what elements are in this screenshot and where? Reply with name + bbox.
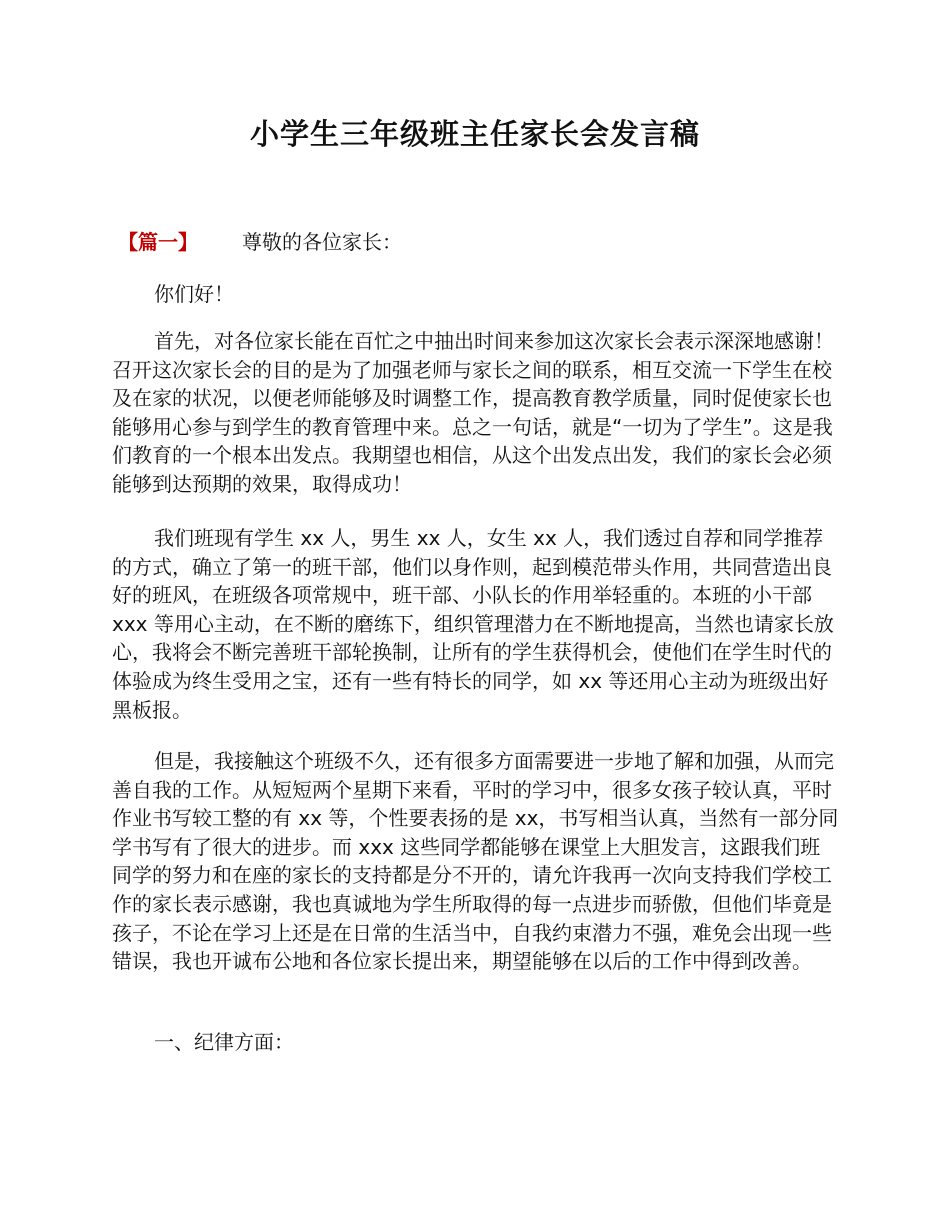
section-tag: 【篇一】 [118,230,198,254]
paragraph-1: 首先，对各位家长能在百忙之中抽出时间来参加这次家长会表示深深地感谢！召开这次家长会的目的是为了加强老师与家长之间的联系，相互交流一下学生在校及在家的状况，以便老师能够及时调整工作，提高教育教学质量，同时促使家长也能够用心参与到学生的教育管理中来。总之一句话，就是“一切为了学生”。这是我们教育的一个根本出发点。我期望也相信，从这个出发点出发，我们的家长会必须能够到达预期的效果，取得成功！ [112,329,834,496]
paragraph-3: 但是，我接触这个班级不久，还有很多方面需要进一步地了解和加强，从而完善自我的工作。从短短两个星期下来看，平时的学习中，很多女孩子较认真，平时作业书写较工整的有 xx 等，个性要表扬的是 xx，书写相当认真，当然有一部分同学书写有了很大的进步。而 xxx 这些同学都能够在课堂上大胆发言，这跟我们班同学的努力和在座的家长的支持都是分不开的，请允许我再一次向支持我们学校工作的家长表示感谢，我也真诚地为学生所取得的每一点进步而骄傲，但他们毕竟是孩子，不论在学习上还是在日常的生活当中，自我约束潜力不强，难免会出现一些错误，我也开诚布公地和各位家长提出来，期望能够在以后的工作中得到改善。 [112,749,839,974]
greeting: 你们好！ [154,282,234,306]
salutation-row [118,228,402,256]
document-title: 小学生三年级班主任家长会发言稿 [249,117,700,151]
salutation: 尊敬的各位家长： [242,230,402,254]
section-heading: 一、纪律方面： [154,1030,294,1054]
paragraph-2: 我们班现有学生 xx 人，男生 xx 人，女生 xx 人，我们透过自荐和同学推荐的方式，确立了第一的班干部，他们以身作则，起到模范带头作用，共同营造出良好的班风，在班级各项常规中，班干部、小队长的作用举轻重的。本班的小干部 xxx 等用心主动，在不断的磨练下，组织管理潜力在不断地提高，当然也请家长放心，我将会不断完善班干部轮换制，让所有的学生获得机会，使他们在学生时代的体验成为终生受用之宝，还有一些有特长的同学，如 xx 等还用心主动为班级出好黑板报。 [112,526,834,722]
